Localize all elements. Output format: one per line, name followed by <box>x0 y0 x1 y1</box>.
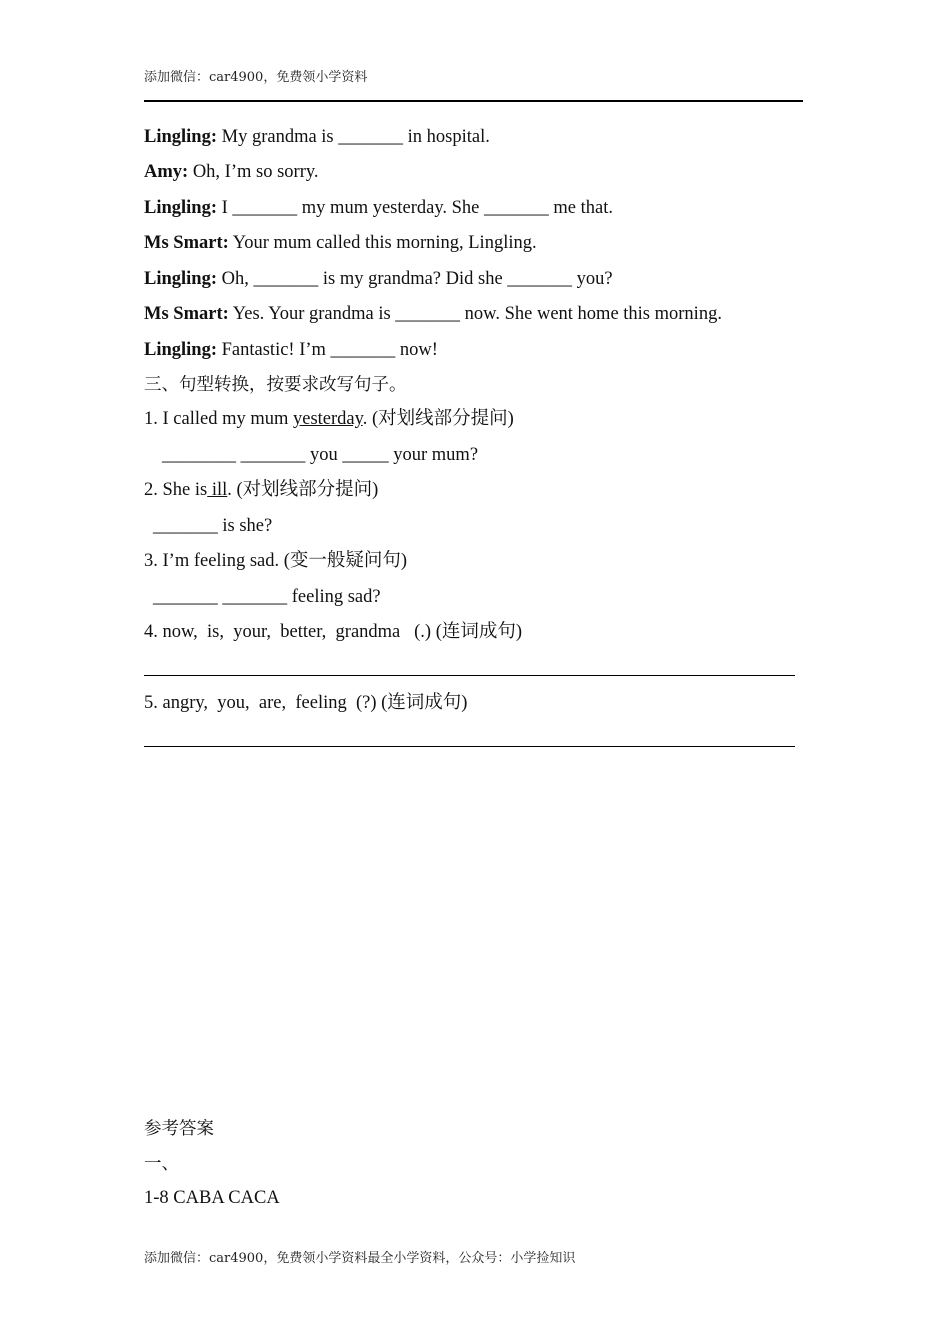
dialogue-line-5 <box>144 268 613 290</box>
dialogue-line-3 <box>144 197 613 219</box>
question-text: 1. I called my mum <box>144 409 293 429</box>
dialogue-text: Oh, _______ is my grandma? Did she _______ you? <box>217 269 613 289</box>
dialogue-line-4 <box>144 232 537 254</box>
speaker-label: Lingling: <box>144 340 217 360</box>
dialogue-line-6 <box>144 303 722 325</box>
answers-title: 参考答案 <box>144 1119 214 1139</box>
header-divider <box>144 100 803 102</box>
speaker-label: Ms Smart: <box>144 233 229 253</box>
dialogue-text: Fantastic! I’m _______ now! <box>217 340 438 360</box>
question-1 <box>144 408 514 430</box>
speaker-label: Lingling: <box>144 198 217 218</box>
question-3-answer-blank: _______ _______ feeling sad? <box>153 587 381 607</box>
question-1-answer-blank: ________ _______ you _____ your mum? <box>162 445 479 465</box>
question-4: 4. now, is, your, better, grandma (.) (连词成句) <box>144 622 523 642</box>
underlined-word: yesterday <box>293 409 363 429</box>
page-header: 添加微信：car4900，免费领小学资料 <box>144 70 368 85</box>
answers-part-1-label: 一、 <box>144 1154 179 1174</box>
speaker-label: Ms Smart: <box>144 304 229 324</box>
speaker-label: Amy: <box>144 162 189 182</box>
dialogue-text: I _______ my mum yesterday. She _______ me that. <box>217 198 613 218</box>
dialogue-line-7 <box>144 339 438 361</box>
answers-part-1-content: 1-8 CABA CACA <box>144 1188 280 1208</box>
dialogue-text: Yes. Your grandma is _______ now. She went home this morning. <box>228 304 722 324</box>
question-5: 5. angry, you, are, feeling (?) (连词成句) <box>144 693 468 713</box>
dialogue-text: My grandma is _______ in hospital. <box>217 127 490 147</box>
question-4-answer-line <box>144 675 795 676</box>
underlined-word: ill <box>207 480 228 500</box>
page-footer: 添加微信：car4900，免费领小学资料最全小学资料，公众号：小学捡知识 <box>144 1251 576 1266</box>
dialogue-line-1 <box>144 126 490 148</box>
dialogue-text: Your mum called this morning, Lingling. <box>228 233 537 253</box>
question-instruction: . (对划线部分提问) <box>227 480 379 500</box>
question-5-answer-line <box>144 746 795 747</box>
speaker-label: Lingling: <box>144 269 217 289</box>
dialogue-line-2 <box>144 161 319 183</box>
question-2 <box>144 479 378 501</box>
dialogue-text: Oh, I’m so sorry. <box>188 162 319 182</box>
question-text: 2. She is <box>144 480 208 500</box>
question-2-answer-blank: _______ is she? <box>153 516 273 536</box>
speaker-label: Lingling: <box>144 127 217 147</box>
question-3: 3. I’m feeling sad. (变一般疑问句) <box>144 551 408 571</box>
section-3-title: 三、句型转换，按要求改写句子。 <box>144 375 407 395</box>
question-instruction: . (对划线部分提问) <box>362 409 514 429</box>
